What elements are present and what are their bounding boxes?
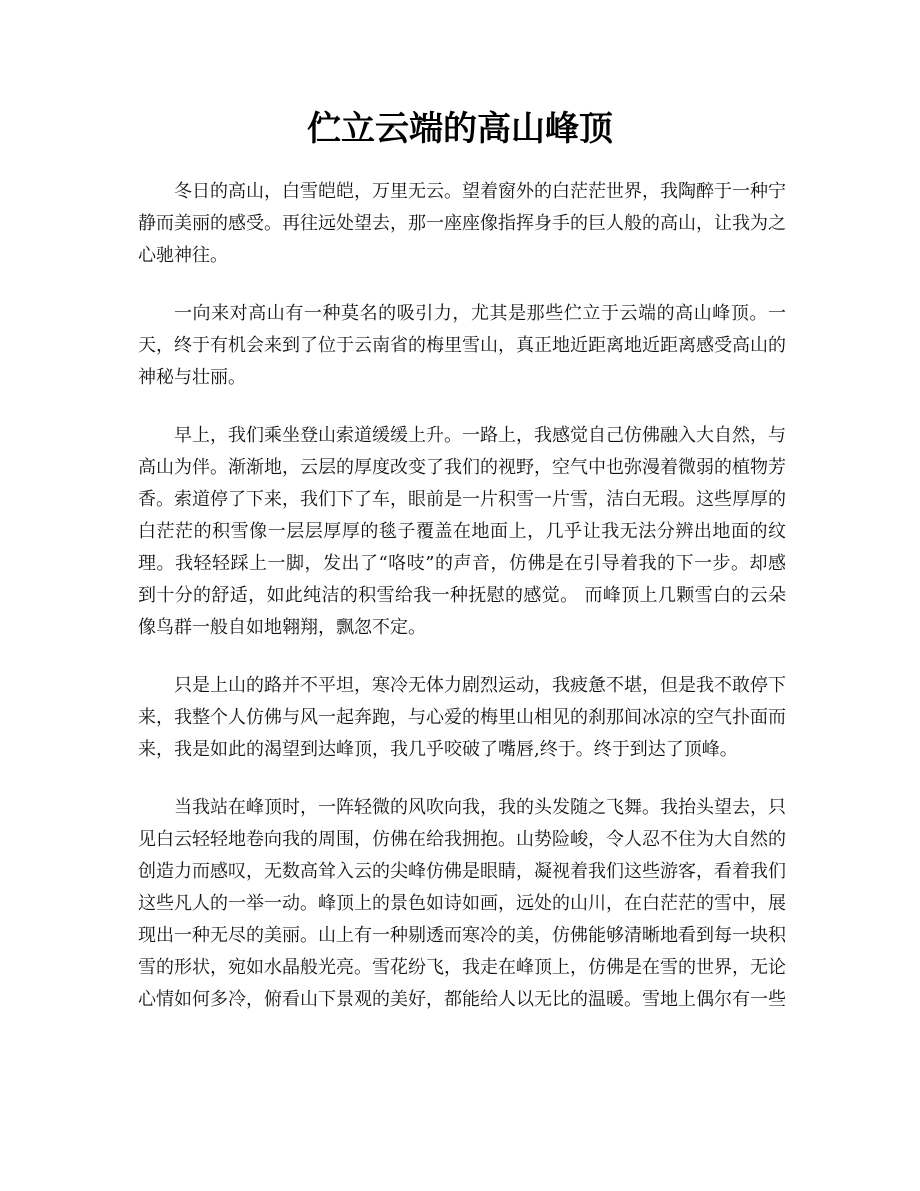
paragraph-3: 早上，我们乘坐登山索道缓缓上升。一路上，我感觉自己仿佛融入大自然，与高山为伴。渐渐地，云层的厚度改变了我们的视野，空气中也弥漫着微弱的植物芳香。索道停了下来，我们下了车，眼前是一片积雪一片雪，洁白无瑕。这些厚厚的白茫茫的积雪像一层层厚厚的毯子覆盖在地面上，几乎让我无法分辨出地面的纹理。我轻轻踩上一脚，发出了“咯吱”的声音，仿佛是在引导着我的下一步。却感到十分的舒适，如此纯洁的积雪给我一种抚慰的感觉。 而峰顶上几颗雪白的云朵像鸟群一般自如地翱翔，飘忽不定。 xyxy=(138,425,786,638)
paragraph-5: 当我站在峰顶时，一阵轻微的风吹向我，我的头发随之飞舞。我抬头望去，只见白云轻轻地卷向我的周围，仿佛在给我拥抱。山势险峻，令人忍不住为大自然的创造力而感叹，无数高耸入云的尖峰仿佛是眼睛，凝视着我们这些游客，看着我们这些凡人的一举一动。峰顶上的景色如诗如画，远处的山川，在白茫茫的雪中，展现出一种无尽的美丽。山上有一种剔透而寒冷的美，仿佛能够清晰地看到每一块积雪的形状，宛如水晶般光亮。雪花纷飞，我走在峰顶上，仿佛是在雪的世界，无论心情如何多冷，俯看山下景观的美好，都能给人以无比的温暖。雪地上偶尔有一些 xyxy=(138,797,786,1010)
paragraph-2: 一向来对高山有一种莫名的吸引力，尤其是那些伫立于云端的高山峰顶。一天，终于有机会来到了位于云南省的梅里雪山，真正地近距离地近距离感受高山的神秘与壮丽。 xyxy=(138,303,786,388)
paragraph-4: 只是上山的路并不平坦，寒冷无体力剧烈运动，我疲惫不堪，但是我不敢停下来，我整个人仿佛与风一起奔跑，与心爱的梅里山相见的刹那间冰凉的空气扑面而来，我是如此的渴望到达峰顶，我几乎咬破了嘴唇,终于。终于到达了顶峰。 xyxy=(138,675,786,760)
document-body xyxy=(138,176,786,1042)
document-title: 伫立云端的高山峰顶 xyxy=(307,109,613,149)
paragraph-1: 冬日的高山，白雪皑皑，万里无云。望着窗外的白茫茫世界，我陶醉于一种宁静而美丽的感受。再往远处望去，那一座座像指挥身手的巨人般的高山，让我为之心驰神往。 xyxy=(138,181,786,266)
